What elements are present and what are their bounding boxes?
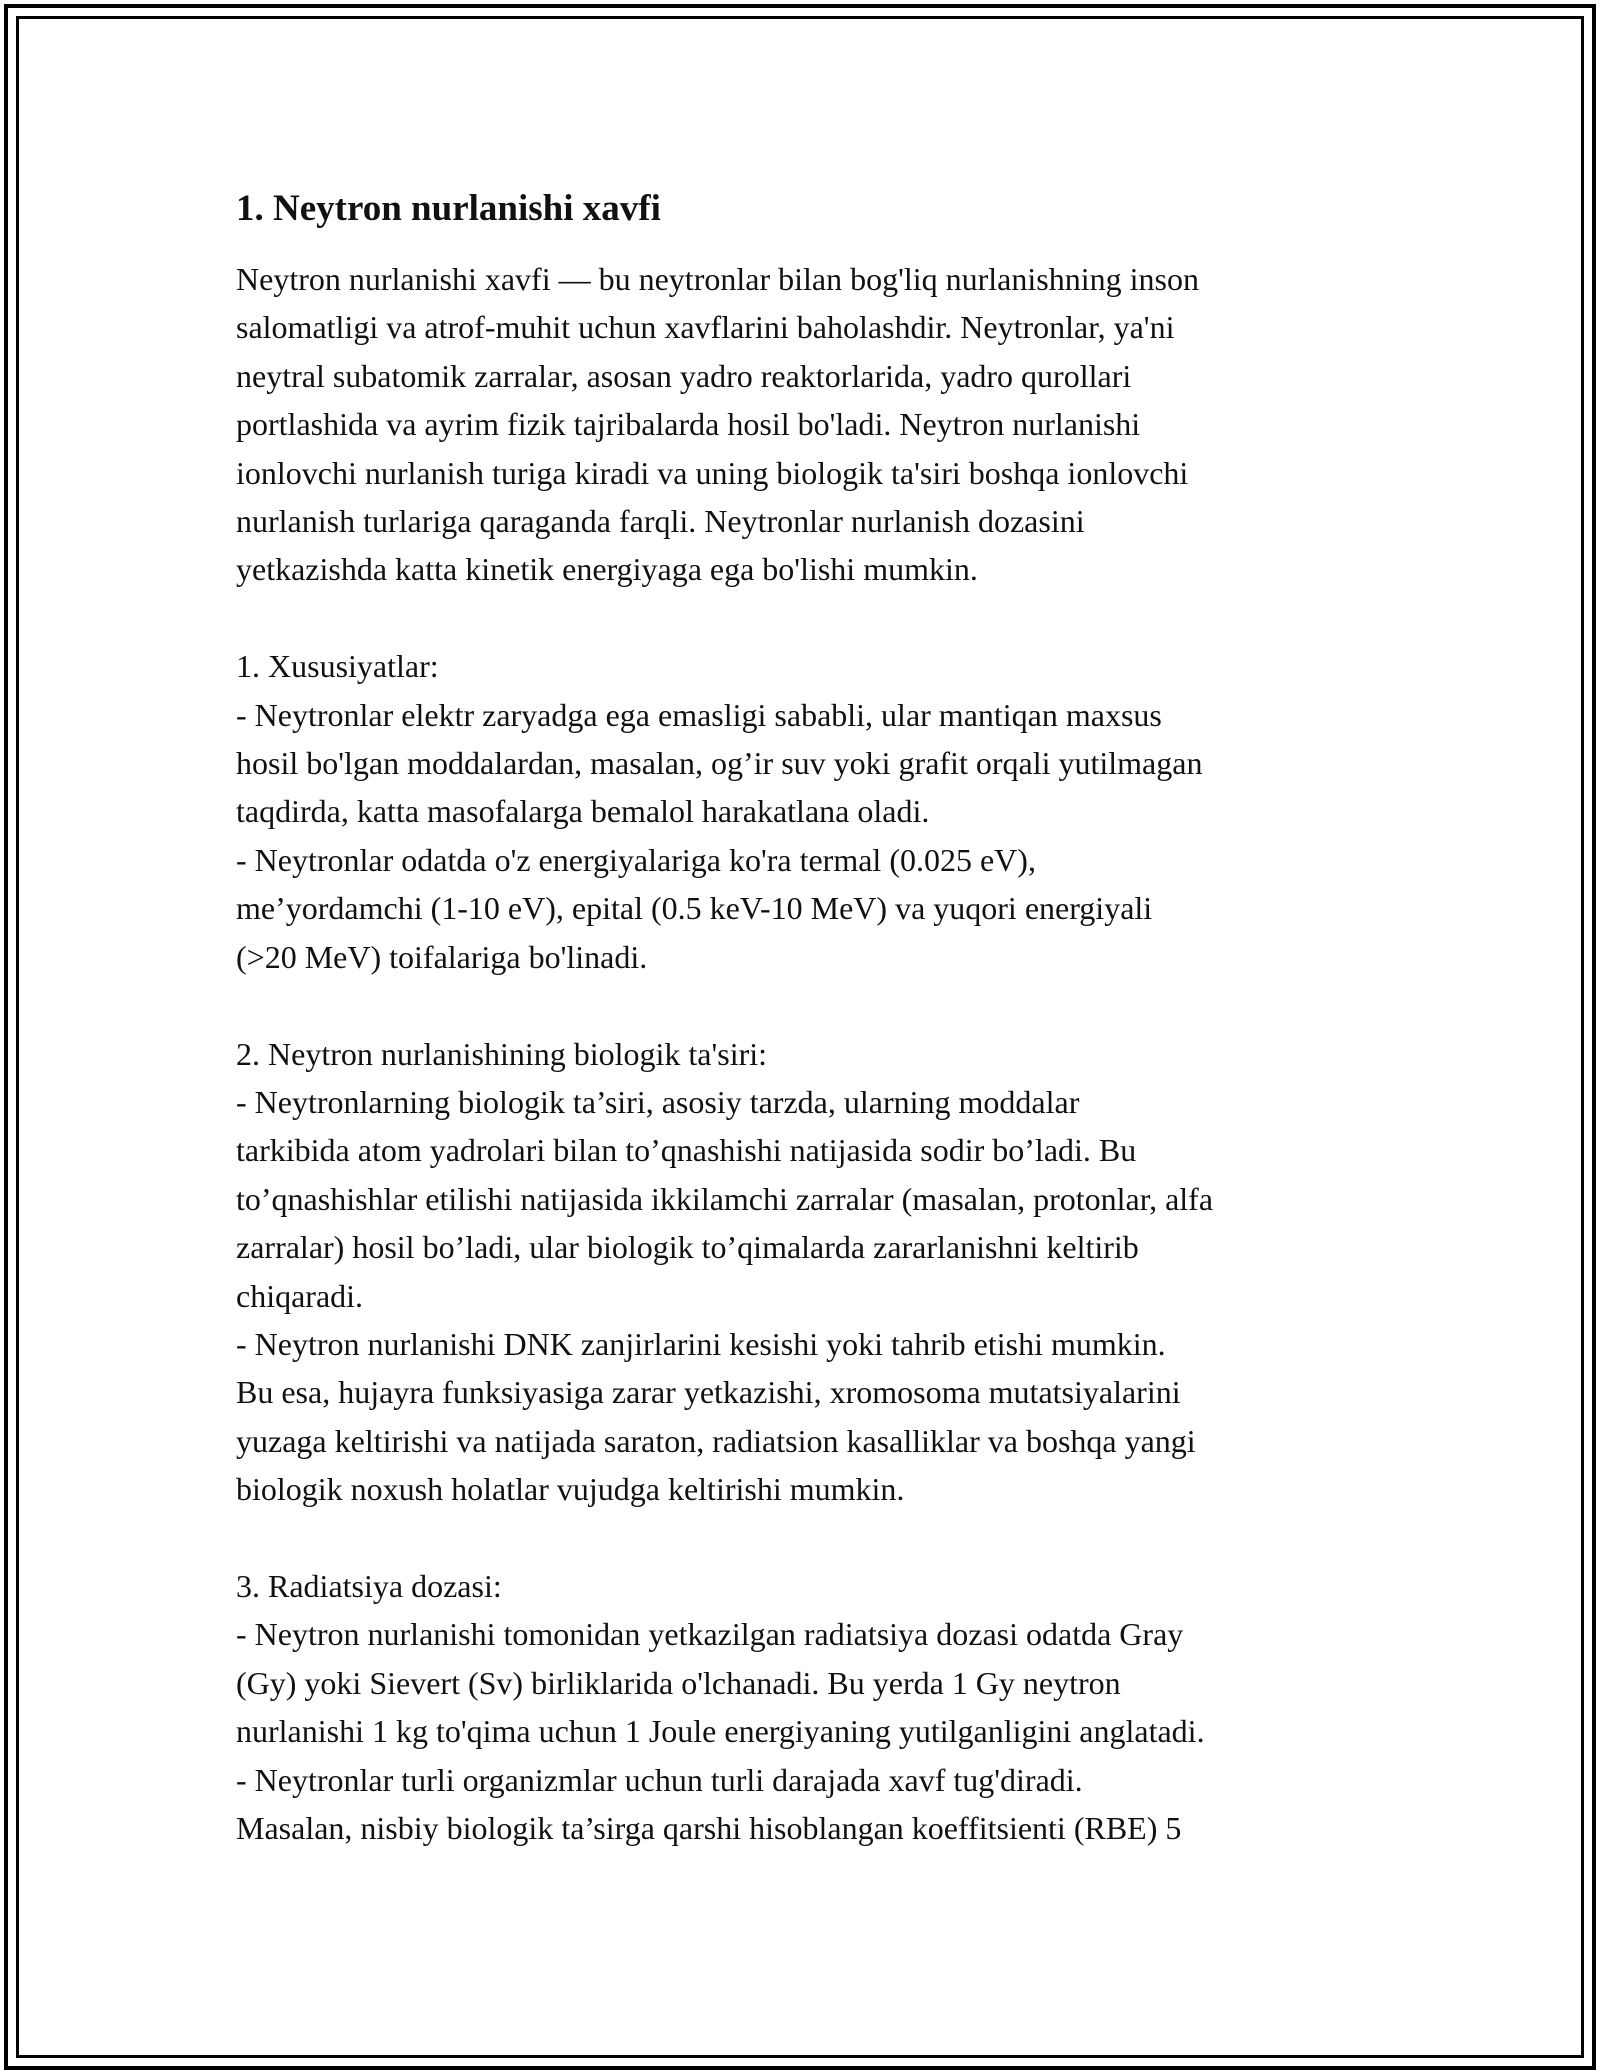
biological-effect-section: 2. Neytron nurlanishining biologik ta'siri: - Neytronlarning biologik ta’siri, asosiy tarzda, ularning moddalar tarkibida atom yadrolari bilan to’qnashishi natijasida sodir bo’ladi. Bu to’qnashishlar etilishi natijasida ikkilamchi zarralar (masalan, protonlar, alfa zarralar) hosil bo’ladi, ular biologik to’qimalarda zararlanishni keltirib chiqaradi. - Neytron nurlanishi DNK zanjirlarini kesishi yoki tahrib etishi mumkin. Bu esa, hujayra funksiyasiga zarar yetkazishi, xromosoma mutatsiyalarini yuzaga keltirishi va natijada saraton, radiatsion kasalliklar va boshqa yangi biologik noxush holatlar vujudga keltirishi mumkin. xyxy=(236,1035,1214,1508)
document-body xyxy=(236,185,1376,1852)
radiation-dose-section: 3. Radiatsiya dozasi: - Neytron nurlanishi tomonidan yetkazilgan radiatsiya dozasi odatda Gray (Gy) yoki Sievert (Sv) birliklarida o'lchanadi. Bu yerda 1 Gy neytron nurlanishi 1 kg to'qima uchun 1 Joule energiyaning yutilganligini anglatadi. - Neytronlar turli organizmlar uchun turli darajada xavf tug'diradi. Masalan, nisbiy biologik ta’sirga qarshi hisoblangan koeffitsienti (RBE) 5 xyxy=(236,1567,1205,1846)
blank-line-spacer xyxy=(236,594,1376,642)
intro-paragraph: Neytron nurlanishi xavfi — bu neytronlar bilan bog'liq nurlanishning inson salomatligi va atrof-muhit uchun xavflarini baholashdir. Neytronlar, ya'ni neytral subatomik zarralar, asosan yadro reaktorlarida, yadro qurollari portlashida va ayrim fizik tajribalarda hosil bo'ladi. Neytron nurlanishi ionlovchi nurlanish turiga kiradi va uning biologik ta'siri boshqa ionlovchi nurlanish turlariga qaraganda farqli. Neytronlar nurlanish dozasini yetkazishda katta kinetik energiyaga ega bo'lishi mumkin. xyxy=(236,261,1199,588)
section-heading: 1. Neytron nurlanishi xavfi xyxy=(236,188,661,229)
properties-section: 1. Xususiyatlar: - Neytronlar elektr zaryadga ega emasligi sababli, ular mantiqan maxsus hosil bo'lgan moddalardan, masalan, og’ir suv yoki grafit orqali yutilmagan taqdirda, katta masofalarga bemalol harakatlana oladi. - Neytronlar odatda o'z energiyalariga ko'ra termal (0.025 eV), me’yordamchi (1-10 eV), epital (0.5 keV-10 MeV) va yuqori energiyali (>20 MeV) toifalariga bo'linadi. xyxy=(236,648,1203,975)
blank-line-spacer xyxy=(236,1514,1376,1562)
blank-line-spacer xyxy=(236,981,1376,1029)
